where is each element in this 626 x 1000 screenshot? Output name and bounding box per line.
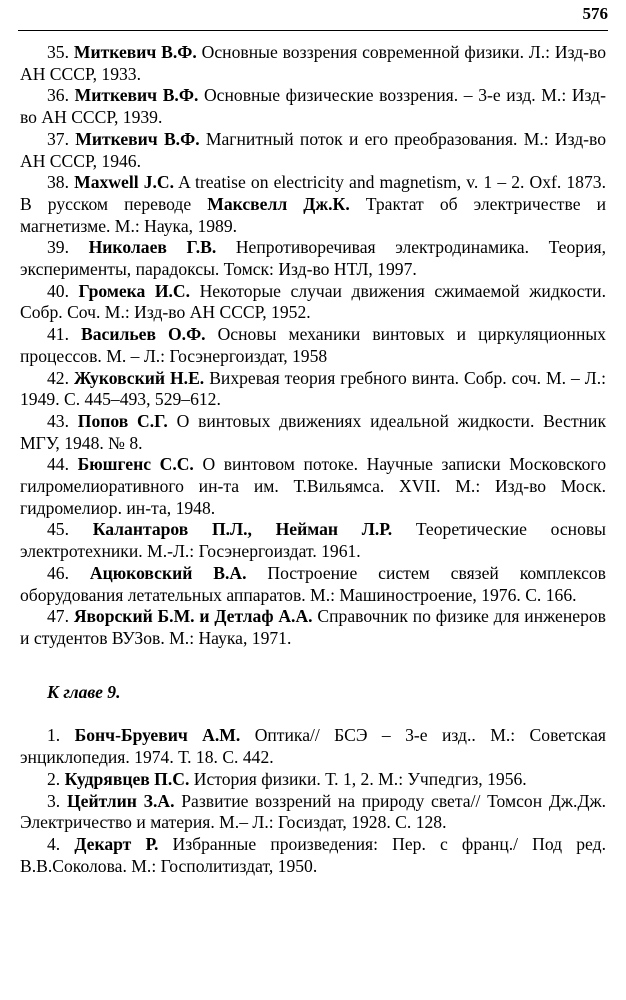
- reference-text: История физики. Т. 1, 2. М.: Учпедгиз, 1956.: [193, 768, 527, 789]
- reference-item: [20, 85, 606, 128]
- reference-number: 40.: [47, 280, 69, 301]
- reference-author: Жуковский Н.Е.: [73, 367, 205, 388]
- reference-number: 2.: [47, 768, 61, 789]
- reference-number: 47.: [47, 606, 69, 627]
- reference-text: Построение систем связей комплексов оборудования летательных аппаратов. М.: Машиностроение, 1976. С. 166.: [20, 562, 606, 605]
- reference-number: 43.: [47, 410, 69, 431]
- reference-text: О винтовых движениях идеальной жидкости. Вестник МГУ, 1948. № 8.: [20, 410, 607, 453]
- reference-item: [20, 454, 606, 519]
- page-number: 576: [582, 4, 608, 23]
- reference-number: 39.: [47, 237, 69, 258]
- reference-author: Попов С.Г.: [77, 410, 168, 431]
- reference-author: Калантаров П.Л., Нейман Л.Р.: [92, 519, 393, 540]
- reference-author: Бюшгенс С.С.: [77, 454, 194, 475]
- reference-list-part2: [20, 725, 606, 877]
- reference-number: 37.: [47, 128, 69, 149]
- reference-text: Основные воззрения современной физики. Л.: Изд-во АН СССР, 1933.: [20, 42, 607, 84]
- reference-author: Яворский Б.М. и Детлаф А.А.: [73, 606, 313, 627]
- reference-author: Миткевич В.Ф.: [73, 42, 197, 62]
- reference-text: Непротиворечивая электродинамика. Теория, эксперименты, парадоксы. Томск: Изд-во НТЛ, 1997.: [20, 237, 606, 280]
- reference-item: [20, 791, 606, 834]
- reference-item: [20, 368, 606, 411]
- section-heading: К главе 9.: [47, 681, 121, 702]
- reference-author: Максвелл Дж.К.: [207, 193, 350, 214]
- reference-item: [20, 324, 606, 367]
- reference-text: Развитие воззрений на природу света// Томсон Дж.Дж. Электричество и материя. М.– Л.: Госиздат, 1928. С. 128.: [20, 790, 606, 833]
- reference-item: [20, 129, 606, 172]
- reference-text: Основы механики винтовых и циркуляционных процессов. М. – Л.: Госэнергоиздат, 1958: [20, 324, 606, 366]
- reference-text: О винтовом потоке. Научные записки Московского гилромелиоративного ин-та им. Т.Вильямса. XVII. М.: Изд-во Моск. гидромелиор. ин-та, 1948.: [20, 454, 606, 518]
- reference-author: Миткевич В.Ф.: [74, 85, 199, 106]
- reference-author: Васильев О.Ф.: [81, 324, 206, 345]
- reference-author: Громека И.С.: [78, 280, 191, 301]
- reference-text: Основные физические воззрения. – 3-е изд. М.: Изд-во АН СССР, 1939.: [20, 85, 606, 128]
- reference-number: 3.: [47, 790, 61, 811]
- reference-text: Магнитный поток и его преобразования. М.: Изд-во АН СССР, 1946.: [20, 128, 606, 171]
- reference-author: Цейтлин З.А.: [66, 790, 175, 811]
- reference-text: Некоторые случаи движения сжимаемой жидкости. Собр. Соч. М.: Изд-во АН СССР, 1952.: [20, 280, 606, 323]
- reference-number: 4.: [47, 833, 61, 854]
- reference-list-part1: [20, 42, 606, 650]
- reference-author: Maxwell J.C.: [74, 172, 175, 193]
- reference-author: Ацюковский В.А.: [89, 562, 247, 583]
- reference-item: [20, 42, 606, 85]
- reference-author: Декарт Р.: [74, 833, 159, 854]
- reference-author: Кудрявцев П.С.: [64, 768, 190, 789]
- reference-text: A treatise on electricity and magnetism, v. 1 – 2. Oxf. 1873. В русском переводе: [20, 172, 606, 214]
- reference-item: [20, 281, 606, 324]
- reference-number: 46.: [47, 562, 69, 583]
- reference-number: 45.: [47, 519, 69, 540]
- reference-number: 1.: [47, 725, 61, 746]
- reference-item: [20, 769, 606, 791]
- reference-item: [20, 172, 606, 237]
- reference-item: [20, 563, 606, 606]
- reference-item: [20, 411, 606, 454]
- reference-item: [20, 519, 606, 562]
- reference-author: Бонч-Бруевич А.М.: [74, 725, 241, 746]
- reference-text: Оптика// БСЭ – 3-е изд.. М.: Советская энциклопедия. 1974. Т. 18. С. 442.: [20, 725, 606, 768]
- reference-number: 36.: [47, 85, 69, 106]
- reference-text: Вихревая теория гребного винта. Собр. соч. М. – Л.: 1949. С. 445–493, 529–612.: [20, 367, 606, 410]
- reference-text: Избранные произведения: Пер. с франц./ Под ред. В.В.Соколова. М.: Госполитиздат, 1950.: [20, 833, 606, 876]
- reference-author: Николаев Г.В.: [88, 237, 217, 258]
- reference-text: Трактат об электричестве и магнетизме. М.: Наука, 1989.: [20, 193, 606, 236]
- header-rule: [18, 30, 608, 31]
- reference-number: 42.: [47, 367, 69, 388]
- reference-number: 44.: [47, 454, 69, 475]
- reference-number: 35.: [47, 42, 69, 62]
- reference-item: [20, 606, 606, 649]
- reference-text: Теоретические основы электротехники. М.-Л.: Госэнергоиздат. 1961.: [20, 519, 606, 562]
- reference-number: 38.: [47, 172, 69, 193]
- reference-item: [20, 834, 606, 877]
- reference-author: Миткевич В.Ф.: [75, 128, 200, 149]
- reference-number: 41.: [47, 324, 69, 345]
- reference-text: Справочник по физике для инженеров и студентов ВУЗов. М.: Наука, 1971.: [20, 606, 606, 648]
- reference-item: [20, 725, 606, 768]
- reference-item: [20, 237, 606, 280]
- reference-list: [20, 42, 606, 877]
